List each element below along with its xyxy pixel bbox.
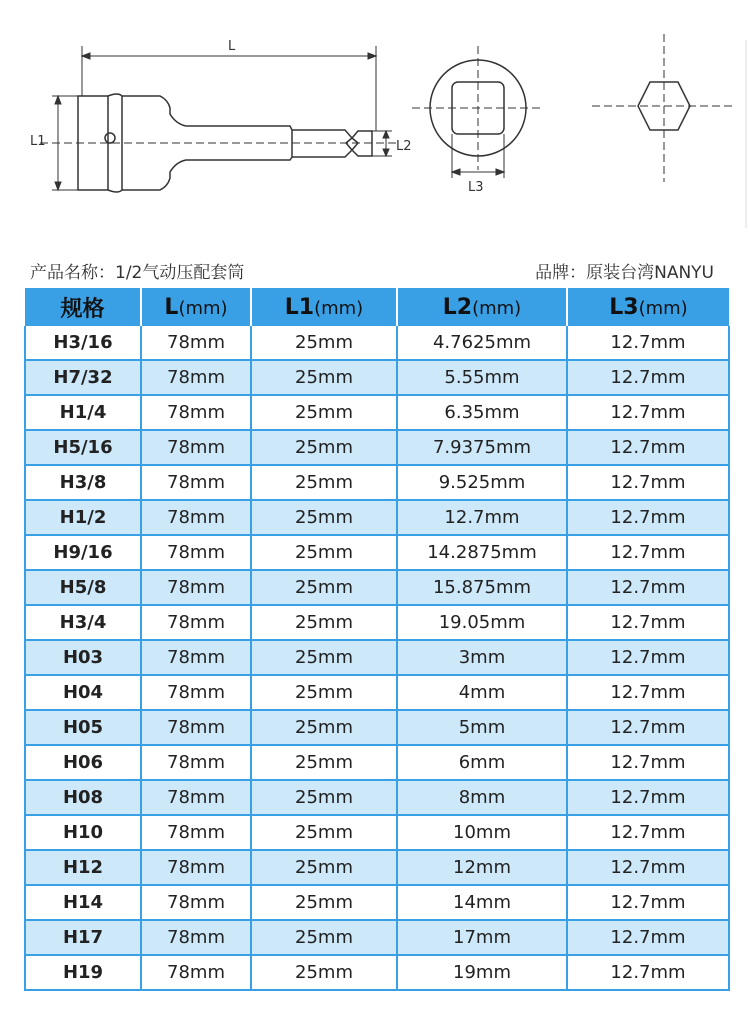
cell-l3: 12.7mm	[567, 780, 729, 815]
dim-label-l: L	[228, 39, 236, 54]
header-l2: L2(mm)	[397, 288, 567, 326]
cell-l1: 25mm	[251, 640, 397, 675]
cell-l1: 25mm	[251, 780, 397, 815]
table-row	[25, 326, 729, 360]
cell-l2: 10mm	[397, 815, 567, 850]
cell-l3: 12.7mm	[567, 430, 729, 465]
cell-l2: 5.55mm	[397, 360, 567, 395]
cell-l2: 19.05mm	[397, 605, 567, 640]
table-header-row	[25, 288, 729, 326]
cell-l: 78mm	[141, 850, 251, 885]
table-row	[25, 500, 729, 535]
cell-l1: 25mm	[251, 710, 397, 745]
cell-l3: 12.7mm	[567, 360, 729, 395]
cell-l: 78mm	[141, 675, 251, 710]
cell-spec: H3/8	[25, 465, 141, 500]
dim-label-l1: L1	[30, 134, 46, 149]
cell-l1: 25mm	[251, 326, 397, 360]
cell-spec: H17	[25, 920, 141, 955]
cell-l: 78mm	[141, 780, 251, 815]
table-row	[25, 570, 729, 605]
cell-l1: 25mm	[251, 360, 397, 395]
cell-spec: H3/4	[25, 605, 141, 640]
cell-l: 78mm	[141, 360, 251, 395]
cell-l1: 25mm	[251, 570, 397, 605]
cell-l1: 25mm	[251, 850, 397, 885]
cell-spec: H12	[25, 850, 141, 885]
dim-label-l2: L2	[396, 139, 412, 154]
cell-l: 78mm	[141, 605, 251, 640]
cell-l: 78mm	[141, 955, 251, 990]
front-view-drawing	[412, 46, 540, 170]
cell-l1: 25mm	[251, 500, 397, 535]
cell-l3: 12.7mm	[567, 815, 729, 850]
socket-technical-drawing	[0, 0, 750, 250]
table-row	[25, 535, 729, 570]
cell-l2: 17mm	[397, 920, 567, 955]
cell-l2: 4.7625mm	[397, 326, 567, 360]
cell-l2: 12.7mm	[397, 500, 567, 535]
table-row	[25, 955, 729, 990]
cell-l3: 12.7mm	[567, 605, 729, 640]
dimension-l	[82, 46, 376, 131]
cell-l3: 12.7mm	[567, 850, 729, 885]
cell-l3: 12.7mm	[567, 465, 729, 500]
cell-spec: H1/2	[25, 500, 141, 535]
cell-l3: 12.7mm	[567, 570, 729, 605]
cell-l1: 25mm	[251, 955, 397, 990]
cell-l1: 25mm	[251, 535, 397, 570]
table-row	[25, 360, 729, 395]
side-view-drawing	[40, 94, 400, 192]
cell-spec: H05	[25, 710, 141, 745]
cell-l2: 9.525mm	[397, 465, 567, 500]
cell-l: 78mm	[141, 920, 251, 955]
cell-l3: 12.7mm	[567, 675, 729, 710]
cell-l2: 14mm	[397, 885, 567, 920]
cell-spec: H10	[25, 815, 141, 850]
spec-table-body	[25, 326, 729, 990]
cell-l2: 19mm	[397, 955, 567, 990]
cell-l: 78mm	[141, 885, 251, 920]
table-row	[25, 815, 729, 850]
brand-name: 品牌：原装台湾NANYU	[535, 263, 714, 283]
table-row	[25, 675, 729, 710]
cell-spec: H14	[25, 885, 141, 920]
table-row	[25, 885, 729, 920]
cell-l: 78mm	[141, 815, 251, 850]
cell-l3: 12.7mm	[567, 500, 729, 535]
cell-l3: 12.7mm	[567, 710, 729, 745]
cell-l1: 25mm	[251, 430, 397, 465]
cell-l2: 15.875mm	[397, 570, 567, 605]
cell-l1: 25mm	[251, 395, 397, 430]
header-l: L(mm)	[141, 288, 251, 326]
cell-l: 78mm	[141, 570, 251, 605]
cell-l1: 25mm	[251, 745, 397, 780]
cell-l2: 14.2875mm	[397, 535, 567, 570]
cell-spec: H06	[25, 745, 141, 780]
cell-spec: H04	[25, 675, 141, 710]
table-row	[25, 465, 729, 500]
cell-l3: 12.7mm	[567, 920, 729, 955]
cell-spec: H5/8	[25, 570, 141, 605]
cell-l: 78mm	[141, 430, 251, 465]
cell-l2: 12mm	[397, 850, 567, 885]
cell-l3: 12.7mm	[567, 640, 729, 675]
cell-l2: 4mm	[397, 675, 567, 710]
product-name: 产品名称：1/2气动压配套筒	[30, 263, 245, 283]
cell-l2: 3mm	[397, 640, 567, 675]
cell-l3: 12.7mm	[567, 326, 729, 360]
table-row	[25, 920, 729, 955]
header-l3: L3(mm)	[567, 288, 729, 326]
cell-l2: 6mm	[397, 745, 567, 780]
cell-l3: 12.7mm	[567, 955, 729, 990]
cell-l1: 25mm	[251, 920, 397, 955]
cell-l: 78mm	[141, 395, 251, 430]
table-row	[25, 710, 729, 745]
cell-l2: 6.35mm	[397, 395, 567, 430]
cell-spec: H7/32	[25, 360, 141, 395]
cell-l2: 5mm	[397, 710, 567, 745]
cell-l: 78mm	[141, 640, 251, 675]
cell-l2: 7.9375mm	[397, 430, 567, 465]
table-row	[25, 780, 729, 815]
table-row	[25, 850, 729, 885]
table-row	[25, 430, 729, 465]
table-row	[25, 605, 729, 640]
cell-l: 78mm	[141, 535, 251, 570]
hex-end-view-drawing	[592, 34, 735, 182]
table-row	[25, 745, 729, 780]
table-row	[25, 395, 729, 430]
cell-spec: H03	[25, 640, 141, 675]
cell-l3: 12.7mm	[567, 395, 729, 430]
cell-l1: 25mm	[251, 465, 397, 500]
cell-l3: 12.7mm	[567, 535, 729, 570]
table-row	[25, 640, 729, 675]
cell-spec: H3/16	[25, 326, 141, 360]
cell-l: 78mm	[141, 745, 251, 780]
cell-l1: 25mm	[251, 605, 397, 640]
cell-spec: H19	[25, 955, 141, 990]
cell-l1: 25mm	[251, 675, 397, 710]
dim-label-l3: L3	[468, 180, 484, 195]
cell-spec: H08	[25, 780, 141, 815]
spec-table	[24, 288, 730, 991]
spec-table-container	[24, 288, 728, 991]
cell-spec: H1/4	[25, 395, 141, 430]
cell-spec: H9/16	[25, 535, 141, 570]
header-spec: 规格	[25, 288, 141, 326]
cell-l3: 12.7mm	[567, 745, 729, 780]
header-l1: L1(mm)	[251, 288, 397, 326]
cell-l: 78mm	[141, 326, 251, 360]
cell-l: 78mm	[141, 465, 251, 500]
cell-spec: H5/16	[25, 430, 141, 465]
cell-l3: 12.7mm	[567, 885, 729, 920]
cell-l1: 25mm	[251, 815, 397, 850]
cell-l: 78mm	[141, 710, 251, 745]
cell-l1: 25mm	[251, 885, 397, 920]
cell-l: 78mm	[141, 500, 251, 535]
cell-l2: 8mm	[397, 780, 567, 815]
